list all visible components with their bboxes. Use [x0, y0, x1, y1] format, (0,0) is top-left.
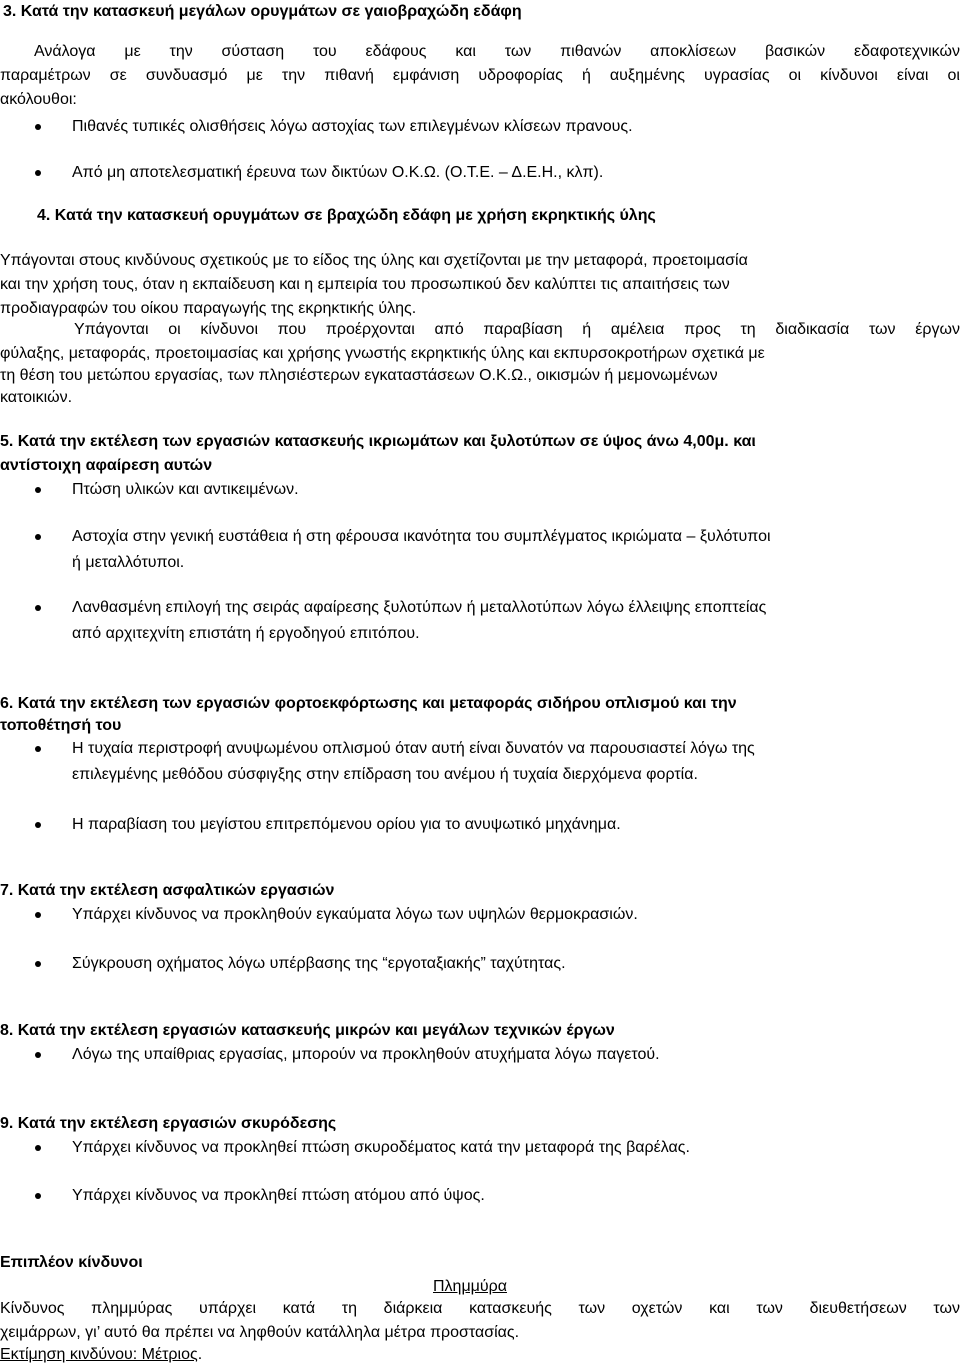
word: έργων — [915, 321, 960, 338]
word: οι — [168, 321, 181, 338]
word: υδροφορίας — [478, 67, 563, 84]
section-3-bullet-1: Πιθανές τυπικές ολισθήσεις λόγω αστοχίας των επιλεγμένων κλίσεων πρανους. — [72, 118, 633, 135]
section-4-p1-line-2: και την χρήση τους, όταν η εκπαίδευση και η εμπειρία του προσωπικού δεν καλύπτει τις απαιτήσεις των — [0, 276, 730, 293]
bullet-icon — [35, 746, 41, 752]
word: παραβίαση — [483, 321, 563, 338]
bullet-icon — [35, 170, 41, 176]
word: των — [578, 1300, 606, 1317]
bullet-icon — [35, 1193, 41, 1199]
word: και — [455, 43, 476, 60]
bullet-icon — [35, 605, 41, 611]
risk-assessment-label: Εκτίμηση κινδύνου: Μέτριος — [0, 1346, 198, 1363]
section-9-heading: 9. Κατά την εκτέλεση εργασιών σκυρόδεσης — [0, 1115, 337, 1132]
word: πιθανών — [560, 43, 622, 60]
word: του — [312, 43, 337, 60]
word: κίνδυνοι — [820, 67, 878, 84]
section-3-intro-line-1 — [34, 42, 960, 62]
bullet-icon — [35, 487, 41, 493]
word: οχετών — [631, 1300, 683, 1317]
section-4-p2-line-4: κατοικιών. — [0, 389, 73, 406]
word: και — [709, 1300, 730, 1317]
word: εμφάνιση — [392, 67, 460, 84]
flood-text-line-2: χειμάρρων, γι’ αυτό θα πρέπει να ληφθούν κατάλληλα μέτρα προστασίας. — [0, 1324, 520, 1341]
word: εδαφοτεχνικών — [853, 43, 960, 60]
word: διαδικασία — [775, 321, 850, 338]
bullet-icon — [35, 1145, 41, 1151]
word: τη — [740, 321, 756, 338]
word: με — [246, 67, 263, 84]
section-4-p2-line-3: τη θέση του μετώπου εργασίας, των πλησιέστερων εγκαταστάσεων Ο.Κ.Ω., οικισμών ή μεμονωμένων — [0, 367, 718, 384]
section-7-heading: 7. Κατά την εκτέλεση ασφαλτικών εργασιών — [0, 882, 335, 899]
word: σε — [109, 67, 127, 84]
word: είναι — [896, 67, 929, 84]
section-6-heading-line-1: 6. Κατά την εκτέλεση των εργασιών φορτοεκφόρτωσης και μεταφοράς σιδήρου οπλισμού και την — [0, 695, 737, 712]
section-4-heading: 4. Κατά την κατασκευή ορυγμάτων σε βραχώδη εδάφη με χρήση εκρηκτικής ύλης — [37, 207, 656, 224]
section-3-bullet-2: Από μη αποτελεσματική έρευνα των δικτύων Ο.Κ.Ω. (Ο.Τ.Ε. – Δ.Ε.Η., κλπ). — [72, 164, 604, 181]
section-3-heading: 3. Κατά την κατασκευή μεγάλων ορυγμάτων σε γαιοβραχώδη εδάφη — [3, 3, 522, 20]
section-5-bullet-1: Πτώση υλικών και αντικειμένων. — [72, 481, 299, 498]
word: πλημμύρας — [91, 1300, 173, 1317]
word: από — [434, 321, 464, 338]
word: υγρασίας — [704, 67, 770, 84]
section-3-intro-line-3: ακόλουθοι: — [0, 91, 77, 108]
word: την — [281, 67, 306, 84]
word: των — [756, 1300, 783, 1317]
word: αποκλίσεων — [650, 43, 737, 60]
word: κίνδυνοι — [200, 321, 258, 338]
word: προς — [684, 321, 721, 338]
word: αυξημένης — [609, 67, 685, 84]
bullet-icon — [35, 1052, 41, 1058]
section-7-bullet-1: Υπάρχει κίνδυνος να προκληθούν εγκαύματα λόγω των υψηλών θερμοκρασιών. — [72, 906, 638, 923]
word: αμέλεια — [610, 321, 665, 338]
word: των — [933, 1300, 960, 1317]
word: εδάφους — [365, 43, 427, 60]
section-5-heading-line-2: αντίστοιχη αφαίρεση αυτών — [0, 457, 213, 474]
section-4-p1-line-1: Υπάγονται στους κινδύνους σχετικούς με το είδος της ύλης και σχετίζονται με την μεταφορά, προετοιμασία — [0, 252, 748, 269]
bullet-icon — [35, 961, 41, 967]
word: κατά — [282, 1300, 316, 1317]
flood-text-line-1 — [0, 1299, 960, 1319]
section-7-bullet-2: Σύγκρουση οχήματος λόγω υπέρβασης της “εργοταξιακής” ταχύτητας. — [72, 955, 566, 972]
section-4-p2-line-1 — [74, 320, 960, 340]
word: Υπάγονται — [74, 321, 149, 338]
section-5-bullet-2-line-2: ή μεταλλότυποι. — [72, 554, 185, 571]
word: ή — [581, 67, 591, 84]
section-8-bullet-1: Λόγω της υπαίθριας εργασίας, μπορούν να προκληθούν ατυχήματα λόγω παγετού. — [72, 1046, 660, 1063]
word: βασικών — [764, 43, 826, 60]
section-6-bullet-1-line-2: επιλεγμένης μεθόδου σύσφιγξης στην επίδραση του ανέμου ή τυχαία διερχόμενα φορτία. — [72, 766, 698, 783]
risk-assessment — [0, 1345, 202, 1365]
section-8-heading: 8. Κατά την εκτέλεση εργασιών κατασκευής μικρών και μεγάλων τεχνικών έργων — [0, 1022, 615, 1039]
word: προέρχονται — [325, 321, 415, 338]
bullet-icon — [35, 912, 41, 918]
word: οι — [947, 67, 960, 84]
word: κατασκευής — [469, 1300, 552, 1317]
bullet-icon — [35, 822, 41, 828]
section-5-bullet-3-line-2: από αρχιτεχνίτη επιστάτη ή εργοδηγού επιτόπου. — [72, 625, 420, 642]
risk-assessment-period: . — [197, 1346, 203, 1363]
flood-subheading: Πλημμύρα — [433, 1278, 507, 1295]
section-9-bullet-2: Υπάρχει κίνδυνος να προκληθεί πτώση ατόμου από ύψος. — [72, 1187, 485, 1204]
section-6-bullet-1-line-1: Η τυχαία περιστροφή ανυψωμένου οπλισμού όταν αυτή είναι δυνατόν να παρουσιαστεί λόγω της — [72, 740, 755, 757]
section-5-bullet-2-line-1: Αστοχία στην γενική ευστάθεια ή στη φέρουσα ικανότητα του συμπλέγματος ικριώματα – ξυλότυποι — [72, 528, 771, 545]
word: ή — [582, 321, 592, 338]
word: υπάρχει — [199, 1300, 257, 1317]
word: διευθετήσεων — [809, 1300, 907, 1317]
word: με — [124, 43, 141, 60]
word: συνδυασμό — [145, 67, 228, 84]
word: οι — [788, 67, 802, 84]
word: τη — [341, 1300, 357, 1317]
word: σύσταση — [221, 43, 285, 60]
bullet-icon — [35, 534, 41, 540]
word: Ανάλογα — [34, 43, 96, 60]
word: διάρκεια — [383, 1300, 443, 1317]
section-5-heading-line-1: 5. Κατά την εκτέλεση των εργασιών κατασκευής ικριωμάτων και ξυλοτύπων σε ύψος άνω 4,00μ. και — [0, 433, 756, 450]
bullet-icon — [35, 124, 41, 130]
word: των — [504, 43, 532, 60]
extra-risks-heading: Επιπλέον κίνδυνοι — [0, 1254, 143, 1271]
word: Κίνδυνος — [0, 1300, 65, 1317]
section-9-bullet-1: Υπάρχει κίνδυνος να προκληθεί πτώση σκυροδέματος κατά την μεταφορά της βαρέλας. — [72, 1139, 690, 1156]
section-6-heading-line-2: τοποθέτησή του — [0, 717, 122, 734]
section-6-bullet-2: Η παραβίαση του μεγίστου επιτρεπόμενου ορίου για το ανυψωτικό μηχάνημα. — [72, 816, 621, 833]
section-4-p1-line-3: προδιαγραφών του οίκου παραγωγής της εκρηκτικής ύλης. — [0, 300, 417, 317]
section-4-p2-line-2: φύλαξης, μεταφοράς, προετοιμασίας και χρήσης γνωστής εκρηκτικής ύλης και εκπυρσοκροτήρων σχετικά με — [0, 345, 765, 362]
word: παραμέτρων — [0, 67, 91, 84]
section-3-intro-line-2 — [0, 66, 960, 86]
word: που — [277, 321, 307, 338]
word: την — [169, 43, 193, 60]
section-5-bullet-3-line-1: Λανθασμένη επιλογή της σειράς αφαίρεσης ξυλοτύπων ή μεταλλοτύπων λόγω έλλειψης εποπτείας — [72, 599, 767, 616]
word: πιθανή — [324, 67, 374, 84]
word: των — [868, 321, 896, 338]
